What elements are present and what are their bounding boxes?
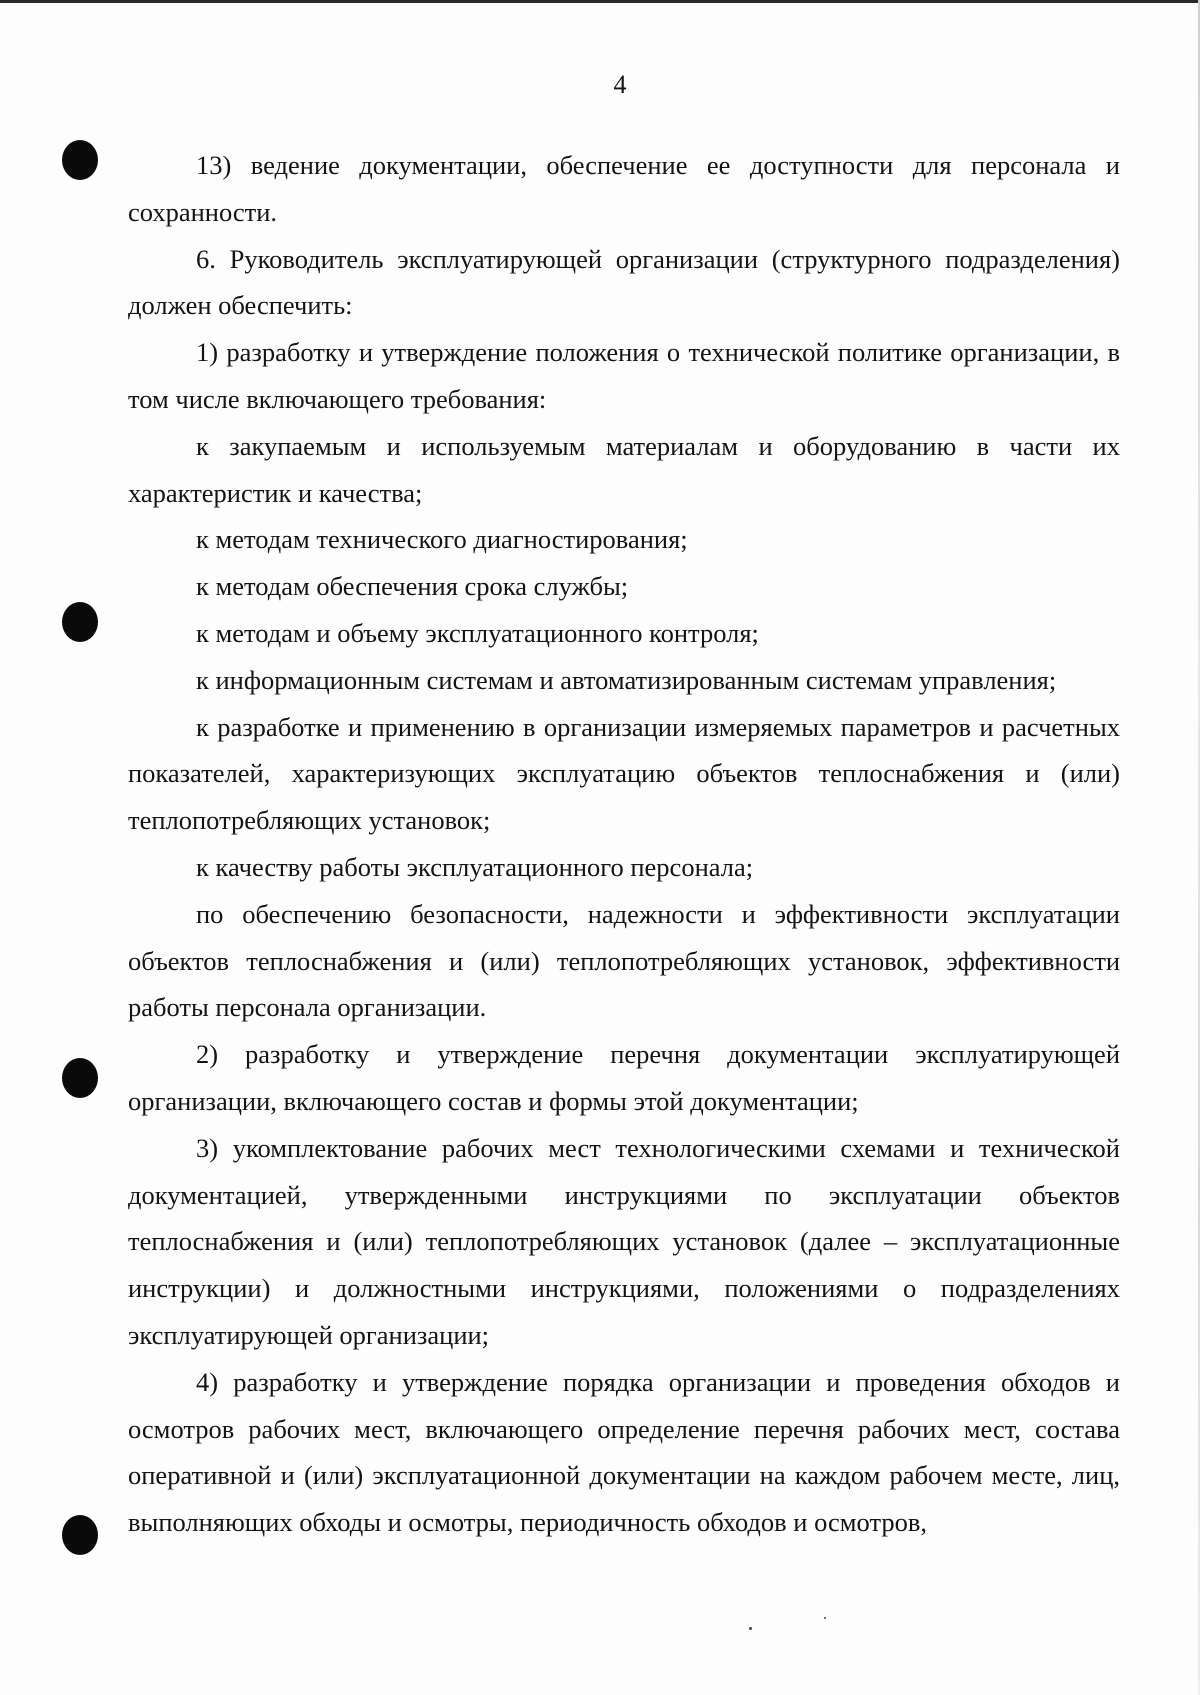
page-number: 4 bbox=[613, 70, 627, 99]
document-body bbox=[128, 142, 1120, 1546]
requirement-diagnostics: к методам технического диагностирования; bbox=[196, 524, 688, 555]
requirement-service-life: к методам обеспечения срока службы; bbox=[196, 571, 629, 602]
punch-hole bbox=[62, 602, 98, 642]
punch-hole bbox=[62, 140, 98, 180]
scan-top-border bbox=[0, 0, 1200, 3]
requirement-measured-parameters: к разработке и применению в организации измеряемых параметров и расчетных показателей, характеризующих эксплуатацию объектов теплоснабжения и (или) теплопотребляющих установок; bbox=[128, 711, 1120, 836]
list-item-1: 1) разработку и утверждение положения о технической политике организации, в том числе включающего требования: bbox=[128, 337, 1120, 414]
punch-hole bbox=[62, 1515, 98, 1555]
list-item-13: 13) ведение документации, обеспечение ее доступности для персонала и сохранности. bbox=[128, 150, 1120, 227]
punch-hole bbox=[62, 1058, 98, 1098]
requirement-safety: по обеспечению безопасности, надежности и эффективности эксплуатации объектов теплоснабжения и (или) теплопотребляющих установок, эффективности работы персонала организации. bbox=[128, 898, 1120, 1023]
scan-speck bbox=[824, 1617, 826, 1619]
section-6-heading: 6. Руководитель эксплуатирующей организации (структурного подразделения) должен обеспечить: bbox=[128, 243, 1120, 321]
list-item-2: 2) разработку и утверждение перечня документации эксплуатирующей организации, включающего состав и формы этой документации; bbox=[128, 1039, 1120, 1116]
requirement-materials: к закупаемым и используемым материалам и оборудованию в части их характеристик и качества; bbox=[128, 430, 1120, 508]
scan-speck bbox=[749, 1627, 752, 1630]
requirement-operational-control: к методам и объему эксплуатационного контроля; bbox=[196, 617, 759, 648]
list-item-3: 3) укомплектование рабочих мест технологическими схемами и технической документацией, утвержденными инструкциями по эксплуатации объектов теплоснабжения и (или) теплопотребляющих установок (далее – эксплуатационные инструкции) и должностными инструкциями, положениями о подразделениях эксплуатирующей организации; bbox=[128, 1132, 1120, 1350]
requirement-information-systems: к информационным системам и автоматизированным системам управления; bbox=[196, 664, 1057, 695]
requirement-personnel-quality: к качеству работы эксплуатационного персонала; bbox=[196, 851, 754, 882]
list-item-4: 4) разработку и утверждение порядка организации и проведения обходов и осмотров рабочих мест, включающего определение перечня рабочих мест, состава оперативной и (или) эксплуатационной документации на каждом рабочем месте, лиц, выполняющих обходы и осмотры, периодичность обходов и осмотров, bbox=[128, 1366, 1120, 1538]
